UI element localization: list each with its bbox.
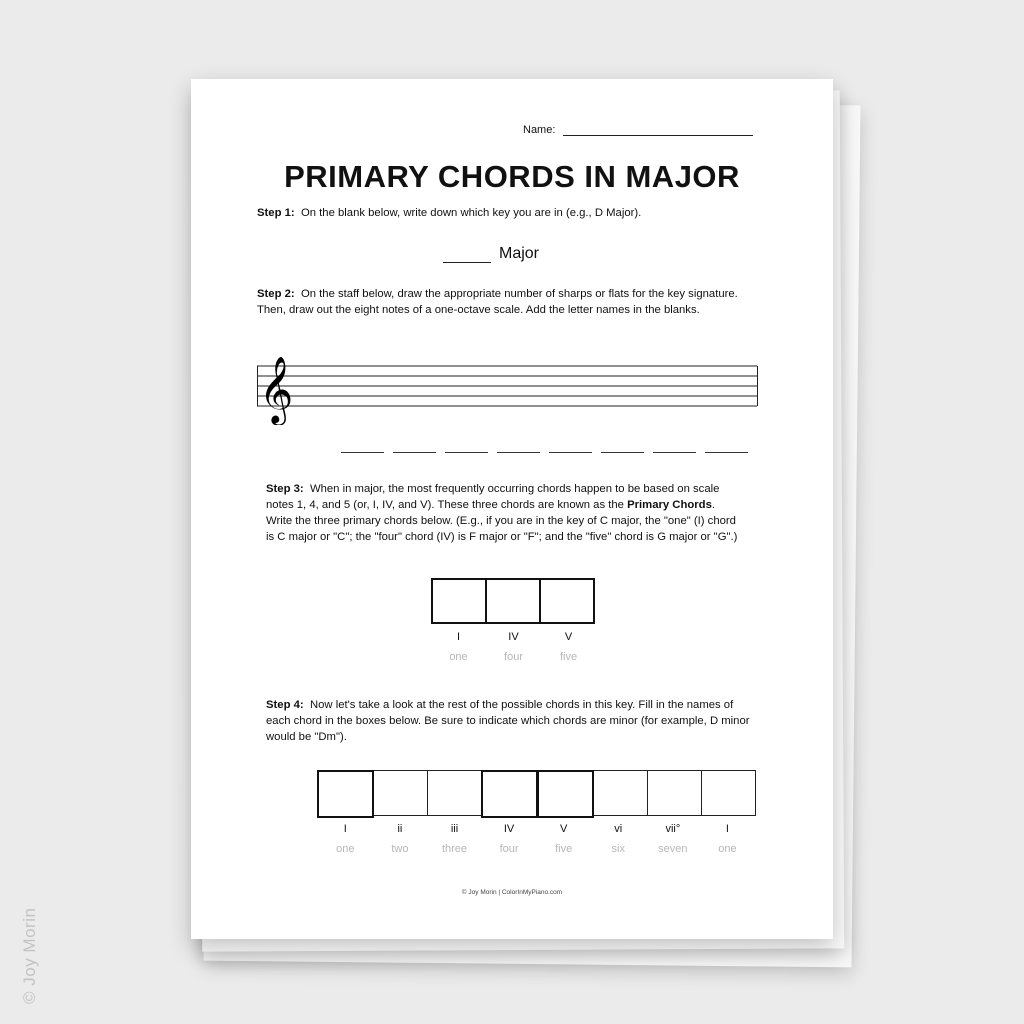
step-3-label: Step 3: (266, 483, 304, 495)
chord-box (537, 770, 594, 818)
step-3-instructions (266, 481, 744, 545)
roman-numeral: IV (508, 631, 519, 643)
step-2-label: Step 2: (257, 288, 295, 300)
all-chord-boxes (318, 770, 756, 818)
letter-blank (341, 451, 384, 453)
primary-chord-boxes (431, 578, 595, 624)
music-staff (257, 345, 759, 425)
number-word: six (611, 843, 625, 855)
roman-numeral: V (564, 631, 573, 643)
chord-box (481, 770, 538, 818)
chord-box (593, 770, 648, 816)
roman-numeral: vii° (665, 823, 681, 835)
step-3-text-b: . Write the three primary chords below. (E.g., if you are in the key of C major, the "one" (I) chord is C major or "C"; the "four" chord (IV) is F major or "F"; and the "five" chord is G major or "G".) (266, 499, 738, 543)
roman-numeral: iii (450, 823, 459, 835)
name-blank (563, 123, 753, 136)
step-3-text-a: When in major, the most frequently occurring chords happen to be based on scale notes 1, 4, and 5 (or, I, IV, and V). These three chords are known as the (266, 483, 720, 511)
name-field (523, 123, 753, 136)
step-4-text: Now let's take a look at the rest of the possible chords in this key. Fill in the names of each chord in the boxes below. Be sure to indicate which chords are minor (for example, D minor would be "Dm"). (266, 699, 750, 743)
chord-box (539, 580, 593, 622)
letter-blank (653, 451, 696, 453)
primary-number-words (431, 651, 596, 663)
roman-numeral: I (456, 631, 461, 643)
roman-numeral: I (343, 823, 347, 835)
major-label: Major (499, 245, 540, 262)
roman-numeral: vi (614, 823, 623, 835)
letter-blank (445, 451, 488, 453)
key-answer (443, 245, 539, 263)
number-word: four (504, 651, 523, 663)
roman-numeral: ii (397, 823, 403, 835)
number-word: five (559, 651, 578, 663)
roman-numeral: IV (503, 823, 515, 835)
all-roman-numerals (318, 823, 755, 835)
watermark: © Joy Morin (20, 907, 39, 1004)
primary-roman-numerals (431, 631, 596, 643)
number-word: one (449, 651, 468, 663)
roman-numeral: I (725, 823, 729, 835)
letter-name-blanks (341, 451, 748, 453)
step-2-instructions (257, 286, 767, 318)
chord-box (317, 770, 374, 818)
letter-blank (393, 451, 436, 453)
chord-box (485, 580, 539, 622)
chord-box (647, 770, 702, 816)
number-word: one (336, 843, 355, 855)
number-word: four (499, 843, 519, 855)
chord-box (427, 770, 482, 816)
step-1-label: Step 1: (257, 207, 295, 219)
number-word: two (391, 843, 409, 855)
step-1-instructions (257, 205, 777, 221)
step-1-text: On the blank below, write down which key you are in (e.g., D Major). (300, 207, 642, 219)
letter-blank (601, 451, 644, 453)
chord-box (701, 770, 756, 816)
chord-box (373, 770, 428, 816)
letter-blank (549, 451, 592, 453)
step-4-label: Step 4: (266, 699, 304, 711)
chord-box (433, 580, 485, 622)
worksheet-page (191, 79, 833, 939)
page-footer: © Joy Morin | ColorInMyPiano.com (461, 889, 563, 896)
number-word: seven (658, 843, 688, 855)
letter-blank (705, 451, 748, 453)
step-3-bold-term: Primary Chords (627, 499, 712, 511)
letter-blank (497, 451, 540, 453)
number-word: three (441, 843, 468, 855)
page-title: PRIMARY CHORDS IN MAJOR (284, 159, 740, 194)
treble-clef-icon: 𝄞 (259, 355, 294, 423)
step-4-instructions (266, 697, 756, 745)
all-number-words (318, 843, 755, 855)
key-blank (443, 246, 491, 263)
number-word: one (718, 843, 737, 855)
name-label: Name: (523, 124, 556, 136)
number-word: five (555, 843, 573, 855)
step-2-text: On the staff below, draw the appropriate number of sharps or flats for the key signature. Then, draw out the eight notes of a one-octave scale. Add the letter names in the blanks. (257, 288, 738, 316)
roman-numeral: V (560, 823, 568, 835)
